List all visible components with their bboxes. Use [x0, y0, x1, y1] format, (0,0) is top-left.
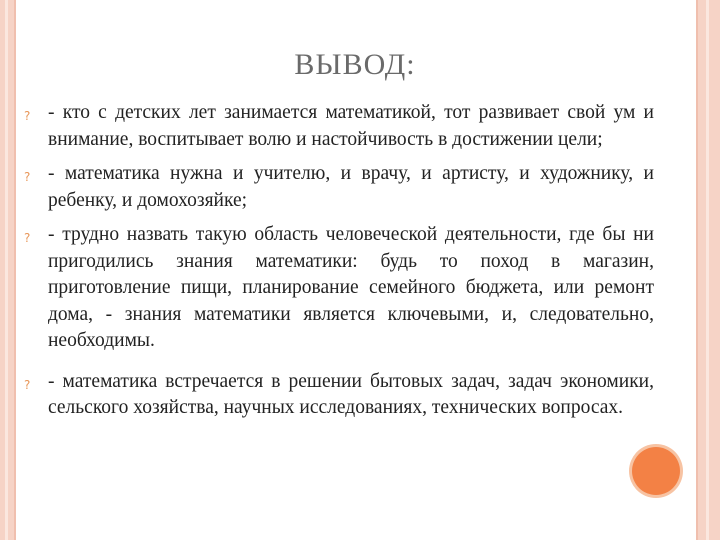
- decorative-circle-icon: [632, 447, 680, 495]
- bullet-text: - математика встречается в решении бытовых задач, задач экономики, сельского хозяйства, научных исследованиях, технических вопросах.: [48, 370, 654, 418]
- bullet-marker-icon: ?: [24, 231, 31, 245]
- bullet-item: [24, 161, 654, 214]
- slide-title: ВЫВОД:: [294, 48, 416, 81]
- bullet-text: - трудно назвать такую область человеческой деятельности, где бы ни пригодились знания математики: будь то поход в магазин, приготовление пищи, планирование семейного бюджета, или ремонт дома, - знания математики является ключевыми, и, следовательно, необходимы.: [48, 224, 654, 351]
- bullet-item: [24, 100, 654, 153]
- bullet-marker-icon: ?: [24, 170, 31, 184]
- bullet-text: - математика нужна и учителю, и врачу, и артисту, и художнику, и ребенку, и домохозяйке;: [48, 163, 654, 211]
- bullet-marker-icon: ?: [24, 109, 31, 123]
- bullet-marker-icon: ?: [24, 377, 31, 392]
- bullet-list: [24, 100, 654, 430]
- bullet-item: [24, 369, 654, 422]
- bullet-text: - кто с детских лет занимается математикой, тот развивает свой ум и внимание, воспитывает волю и настойчивость в достижении цели;: [48, 102, 654, 150]
- bullet-item: [24, 222, 654, 355]
